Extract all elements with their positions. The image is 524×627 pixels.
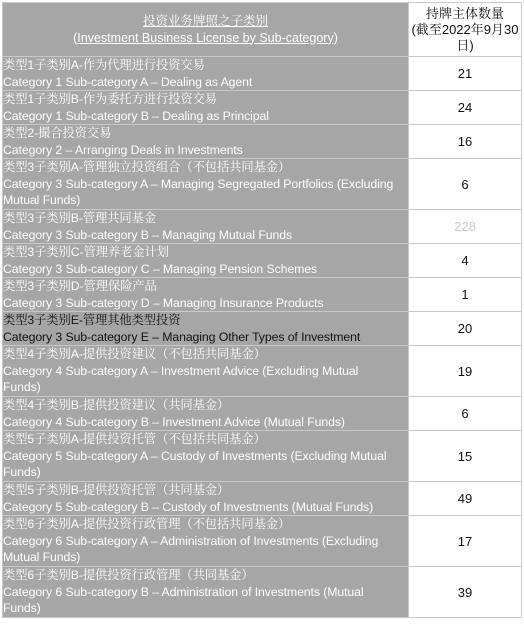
subcategory-name-zh: 类型1子类别B-作为委托方进行投资交易: [3, 92, 217, 106]
subcategory-name-cell: [3, 159, 409, 210]
subcategory-name-zh: 类型2-撮合投资交易: [3, 126, 112, 140]
subcategory-name-cell: [3, 431, 409, 482]
subcategory-name-en: Category 3 Sub-category E – Managing Other Types of Investment: [3, 329, 361, 344]
licensee-count-cell: 21: [409, 57, 522, 91]
licensee-count-cell: 6: [409, 397, 522, 431]
subcategory-name-en: Category 1 Sub-category A – Dealing as Agent: [3, 74, 253, 89]
subcategory-column-header: [3, 3, 409, 57]
licensee-count-cell: 4: [409, 244, 522, 278]
subcategory-name-cell: [3, 57, 409, 91]
subcategory-name-zh: 类型4子类别B-提供投资建议（共同基金）: [3, 398, 230, 412]
subcategory-name-cell: [3, 244, 409, 278]
subcategory-name-cell: [3, 278, 409, 312]
table-body: [3, 57, 522, 618]
subcategory-name-en: Category 5 Sub-category B – Custody of Investments (Mutual Funds): [3, 499, 374, 514]
licensee-count-cell: 16: [409, 125, 522, 159]
subcategory-name-en: Funds): [3, 380, 41, 395]
license-table: [2, 2, 522, 618]
subcategory-name-cell: [3, 567, 409, 618]
subcategory-name-zh: 类型6子类别A-提供投资行政管理（不包括共同基金）: [3, 517, 291, 532]
subcategory-name-cell: [3, 482, 409, 516]
subcategory-name-en: Category 3 Sub-category D – Managing Insurance Products: [3, 295, 324, 310]
table-row: [3, 159, 522, 210]
subcategory-name-en: Category 2 – Arranging Deals in Investments: [3, 142, 243, 157]
table-row: [3, 125, 522, 159]
subcategory-name-zh: 类型3子类别C-管理养老金计划: [3, 245, 169, 259]
licensee-count-cell: 1: [409, 278, 522, 312]
subcategory-header-zh: 投资业务牌照之子类别: [142, 13, 268, 28]
subcategory-name-en: Funds): [3, 465, 41, 480]
subcategory-name-en: Category 6 Sub-category A – Administration of Investments (Excluding: [3, 533, 379, 548]
subcategory-name-zh: 类型3子类别B-管理共同基金: [3, 211, 157, 225]
licensee-count-cell: 24: [409, 91, 522, 125]
subcategory-name-en: Category 6 Sub-category B – Administration of Investments (Mutual: [3, 584, 364, 599]
subcategory-name-en: Category 3 Sub-category B – Managing Mutual Funds: [3, 227, 293, 242]
table-row: [3, 516, 522, 567]
licensee-count-cell: 6: [409, 159, 522, 210]
table-row: [3, 397, 522, 431]
table-row: [3, 57, 522, 91]
licensee-count-cell: 49: [409, 482, 522, 516]
subcategory-name-cell: [3, 210, 409, 244]
table-row: [3, 567, 522, 618]
table-row: [3, 244, 522, 278]
subcategory-name-en: Category 1 Sub-category B – Dealing as Principal: [3, 108, 269, 123]
subcategory-name-zh: 类型5子类别B-提供投资托管（共同基金）: [3, 483, 230, 497]
subcategory-name-cell: [3, 125, 409, 159]
license-table-container: [2, 2, 521, 618]
subcategory-name-cell: [3, 346, 409, 397]
subcategory-name-en: Mutual Funds): [3, 550, 81, 565]
licensee-count-cell: 39: [409, 567, 522, 618]
subcategory-name-cell: [3, 312, 409, 346]
subcategory-name-en: Category 3 Sub-category A – Managing Segregated Portfolios (Excluding: [3, 176, 394, 191]
subcategory-name-cell: [3, 516, 409, 567]
subcategory-name-zh: 类型4子类别A-提供投资建议（不包括共同基金）: [3, 347, 266, 362]
licensee-count-column-header: [409, 3, 522, 57]
subcategory-name-en: Category 3 Sub-category C – Managing Pension Schemes: [3, 261, 318, 276]
subcategory-name-en: Mutual Funds): [3, 193, 81, 208]
table-row: [3, 210, 522, 244]
count-header-line-1: 持牌主体数量: [425, 5, 504, 21]
subcategory-name-zh: 类型3子类别D-管理保险产品: [3, 279, 157, 293]
subcategory-name-zh: 类型6子类别B-提供投资行政管理（共同基金）: [3, 568, 254, 583]
table-row: [3, 431, 522, 482]
subcategory-name-zh: 类型3子类别A-管理独立投资组合（不包括共同基金）: [3, 160, 291, 175]
subcategory-name-en: Funds): [3, 601, 41, 616]
subcategory-name-cell: [3, 397, 409, 431]
subcategory-name-zh: 类型3子类别E-管理其他类型投资: [3, 313, 181, 327]
subcategory-name-zh: 类型1子类别A-作为代理进行投资交易: [3, 58, 205, 72]
table-row: [3, 312, 522, 346]
table-header-row: [3, 3, 522, 57]
subcategory-name-en: Category 4 Sub-category A – Investment Advice (Excluding Mutual: [3, 363, 359, 378]
subcategory-name-en: Category 5 Sub-category A – Custody of Investments (Excluding Mutual: [3, 448, 387, 463]
licensee-count-cell: 20: [409, 312, 522, 346]
table-row: [3, 278, 522, 312]
licensee-count-cell: 15: [409, 431, 522, 482]
licensee-count-cell: 19: [409, 346, 522, 397]
subcategory-header-en: (Investment Business License by Sub-category): [73, 30, 338, 45]
subcategory-name-zh: 类型5子类别A-提供投资托管（不包括共同基金）: [3, 432, 266, 447]
count-header-line-2: (截至2022年9月30: [411, 21, 519, 37]
subcategory-name-cell: [3, 91, 409, 125]
licensee-count-cell: 17: [409, 516, 522, 567]
table-row: [3, 346, 522, 397]
subcategory-name-en: Category 4 Sub-category B – Investment Advice (Mutual Funds): [3, 414, 345, 429]
count-header-line-3: 日): [456, 37, 474, 53]
table-row: [3, 91, 522, 125]
table-row: [3, 482, 522, 516]
licensee-count-cell: 228: [409, 210, 522, 244]
